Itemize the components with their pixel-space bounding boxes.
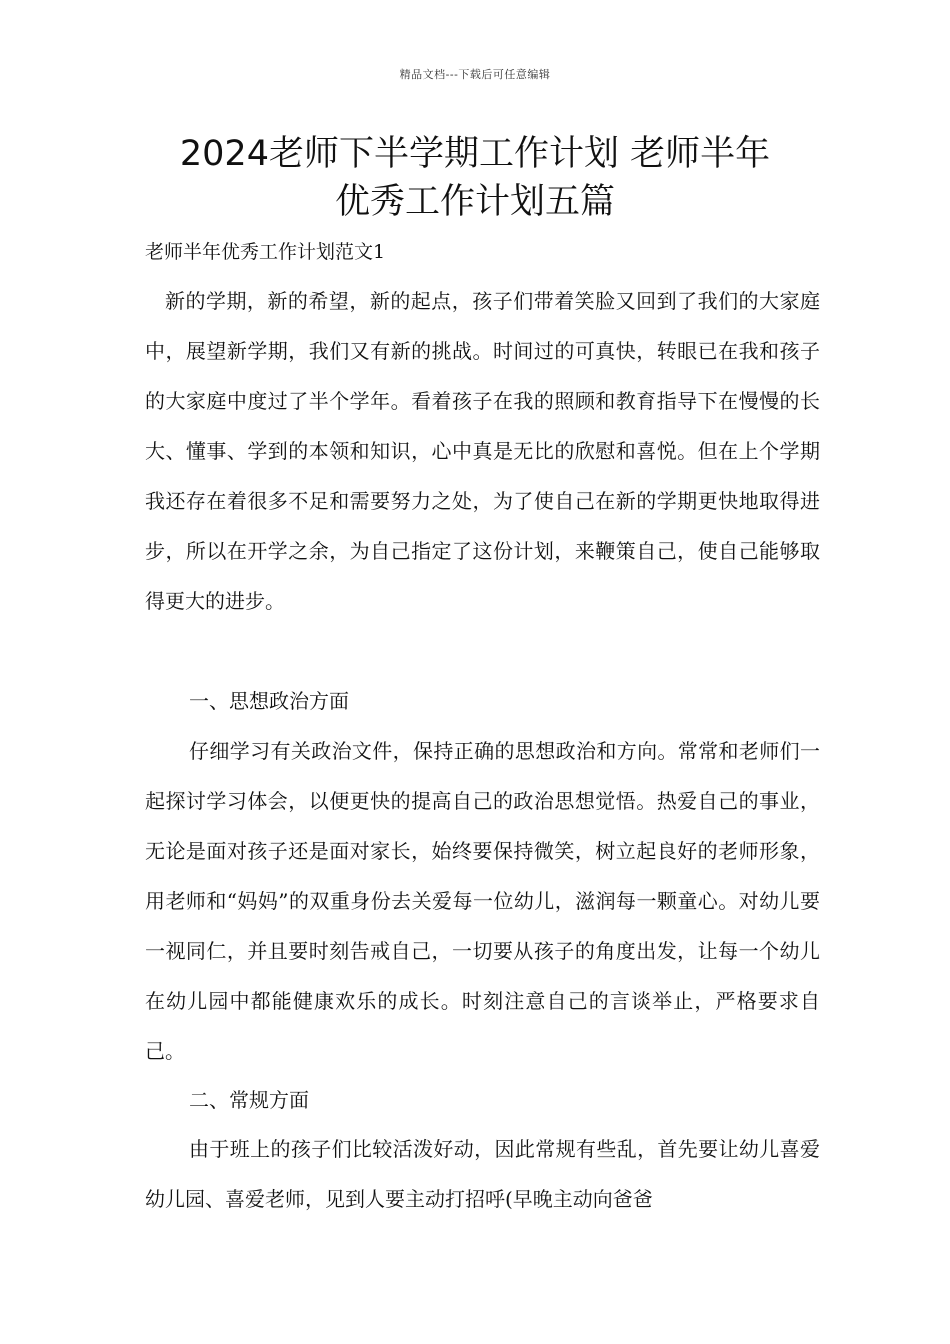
section-subtitle: 老师半年优秀工作计划范文1 bbox=[145, 241, 386, 263]
header-note: 精品文档---下载后可任意编辑 bbox=[399, 68, 551, 81]
section-body-ideology: 仔细学习有关政治文件，保持正确的思想政治和方向。常常和老师们一起探讨学习体会，以便更快的提高自己的政治思想觉悟。热爱自己的事业，无论是面对孩子还是面对家长，始终要保持微笑，树立起良好的老师形象，用老师和“妈妈”的双重身份去关爱每一位幼儿，滋润每一颗童心。对幼儿要一视同仁，并且要时刻告戒自己，一切要从孩子的角度出发，让每一个幼儿在幼儿园中都能健康欢乐的成长。时刻注意自己的言谈举止，严格要求自己。 bbox=[145, 739, 820, 1063]
paragraph-spacer bbox=[145, 626, 820, 676]
title-line-2: 优秀工作计划五篇 bbox=[334, 182, 615, 222]
title-line-1: 2024老师下半学期工作计划 老师半年 bbox=[179, 134, 771, 174]
document-title bbox=[100, 130, 850, 226]
section-heading-routine: 二、常规方面 bbox=[189, 1088, 309, 1112]
intro-paragraph: 新的学期，新的希望，新的起点，孩子们带着笑脸又回到了我们的大家庭中，展望新学期，我们又有新的挑战。时间过的可真快，转眼已在我和孩子的大家庭中度过了半个学年。看着孩子在我的照顾和教育指导下在慢慢的长大、懂事、学到的本领和知识，心中真是无比的欣慰和喜悦。但在上个学期我还存在着很多不足和需要努力之处，为了使自己在新的学期更快地取得进步，所以在开学之余，为自己指定了这份计划，来鞭策自己，使自己能够取得更大的进步。 bbox=[145, 289, 820, 613]
document-body bbox=[145, 232, 820, 1224]
section-heading-ideology: 一、思想政治方面 bbox=[189, 689, 349, 713]
section-body-routine: 由于班上的孩子们比较活泼好动，因此常规有些乱，首先要让幼儿喜爱幼儿园、喜爱老师，见到人要主动打招呼(早晚主动向爸爸 bbox=[145, 1137, 820, 1211]
